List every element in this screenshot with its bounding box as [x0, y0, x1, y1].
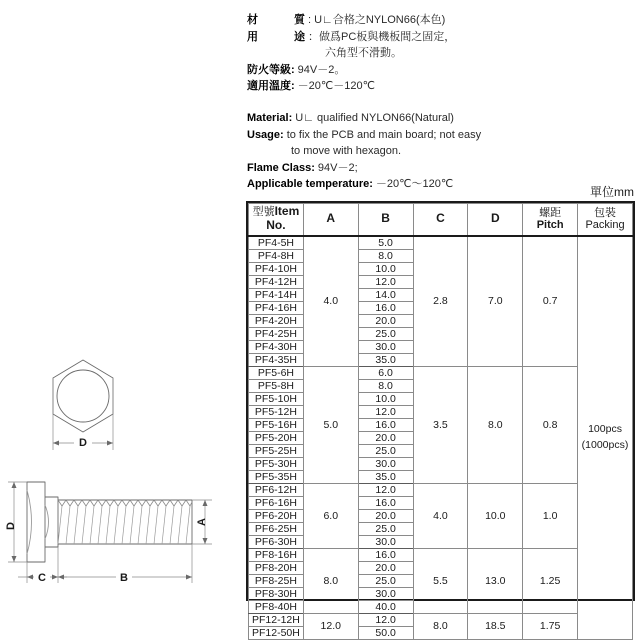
header-c: C	[413, 204, 468, 236]
cell-item-no: PF5-35H	[249, 470, 304, 483]
cell-dim-c: 5.5	[413, 548, 468, 613]
cell-pitch: 1.25	[523, 548, 578, 613]
cell-item-no: PF8-16H	[249, 548, 304, 561]
cell-item-no: PF5-6H	[249, 366, 304, 379]
dim-label-B: B	[120, 572, 128, 584]
cell-packing	[578, 236, 633, 640]
cell-dim-d: 8.0	[468, 366, 523, 483]
flame-label-en: Flame Class:	[247, 161, 315, 174]
collar	[45, 497, 58, 547]
spec-table-container	[246, 201, 635, 639]
cell-pitch: 1.75	[523, 613, 578, 639]
side-view-screw	[27, 482, 192, 562]
cell-dim-c: 4.0	[413, 483, 468, 548]
cell-dim-c: 8.0	[413, 613, 468, 639]
spec-block-english	[247, 110, 636, 193]
cell-dim-b: 8.0	[358, 249, 413, 262]
header-pitch-cn: 螺距	[539, 206, 562, 219]
cell-dim-a: 12.0	[303, 613, 358, 639]
header-a: A	[303, 204, 358, 236]
table-row	[249, 236, 633, 250]
cell-dim-a: 8.0	[303, 548, 358, 613]
cell-item-no: PF12-50H	[249, 626, 304, 639]
cell-dim-b: 8.0	[358, 379, 413, 392]
material-value-cn: : U∟合格之NYLON66(本色)	[308, 14, 446, 26]
head-circle	[57, 370, 109, 422]
cell-item-no: PF8-20H	[249, 561, 304, 574]
cell-item-no: PF4-5H	[249, 236, 304, 250]
cell-dim-b: 10.0	[358, 392, 413, 405]
cell-dim-b: 30.0	[358, 587, 413, 600]
cell-dim-b: 25.0	[358, 444, 413, 457]
cell-dim-b: 16.0	[358, 301, 413, 314]
cell-dim-d: 13.0	[468, 548, 523, 613]
usage-value-cn: ：做爲PC板與機板間之固定，	[308, 30, 456, 43]
cell-dim-b: 35.0	[358, 470, 413, 483]
header-pitch-en: Pitch	[536, 219, 564, 232]
side-view-dim-D	[8, 482, 27, 562]
flame-label-cn: 防火等級:	[247, 63, 295, 76]
spec-table	[248, 203, 633, 640]
cell-pitch: 1.0	[523, 483, 578, 548]
spec-table-body	[249, 236, 633, 640]
cell-dim-b: 6.0	[358, 366, 413, 379]
cell-dim-c: 2.8	[413, 236, 468, 367]
dim-label-D-side: D	[5, 522, 17, 530]
usage-continuation-en: to move with hexagon.	[291, 145, 402, 157]
cell-dim-c: 3.5	[413, 366, 468, 483]
thread-helix-lines	[58, 506, 190, 544]
spec-row-temp-cn	[247, 78, 636, 95]
cell-dim-b: 30.0	[358, 535, 413, 548]
spec-row-flame-cn	[247, 62, 636, 79]
cell-dim-d: 7.0	[468, 236, 523, 367]
packing-line-1: 100pcs	[588, 423, 622, 436]
cell-dim-b: 25.0	[358, 574, 413, 587]
temp-label-en: Applicable temperature:	[247, 178, 373, 190]
cell-dim-b: 20.0	[358, 561, 413, 574]
collar-fillet	[45, 505, 49, 539]
header-packing-en: Packing	[585, 219, 625, 232]
dim-label-C: C	[38, 572, 46, 584]
cell-pitch: 0.8	[523, 366, 578, 483]
cell-item-no: PF6-12H	[249, 483, 304, 496]
dim-label-D-top: D	[79, 437, 87, 449]
temp-value-cn: －20℃－120℃	[297, 80, 375, 92]
cell-dim-b: 50.0	[358, 626, 413, 639]
material-label-en: Material:	[247, 112, 293, 124]
cell-item-no: PF4-20H	[249, 314, 304, 327]
table-row	[249, 613, 633, 626]
header-b: B	[358, 204, 413, 236]
temp-value-en: －20℃～120℃	[375, 178, 454, 190]
cell-dim-b: 12.0	[358, 613, 413, 626]
cell-item-no: PF5-25H	[249, 444, 304, 457]
cell-dim-b: 14.0	[358, 288, 413, 301]
spec-row-usage-cn	[247, 29, 636, 46]
spec-table-head	[249, 204, 633, 236]
cell-item-no: PF5-16H	[249, 418, 304, 431]
header-pitch	[523, 204, 578, 236]
cell-dim-b: 5.0	[358, 236, 413, 250]
technical-drawings	[0, 340, 240, 606]
cell-item-no: PF4-35H	[249, 353, 304, 366]
cell-item-no: PF5-12H	[249, 405, 304, 418]
cell-dim-b: 30.0	[358, 340, 413, 353]
table-header-row	[249, 204, 633, 236]
cell-dim-b: 25.0	[358, 522, 413, 535]
spec-row-material-en	[247, 110, 636, 127]
cell-item-no: PF4-10H	[249, 262, 304, 275]
cell-item-no: PF6-20H	[249, 509, 304, 522]
flame-value-cn: 94V－2。	[297, 63, 346, 76]
head-chamfer	[27, 490, 32, 554]
cell-dim-b: 35.0	[358, 353, 413, 366]
usage-label-en: Usage:	[247, 128, 284, 141]
cell-item-no: PF5-10H	[249, 392, 304, 405]
cell-item-no: PF4-14H	[249, 288, 304, 301]
usage-value-en: to fix the PCB and main board; not easy	[286, 128, 482, 141]
material-label-cn: 材 質	[247, 14, 305, 26]
hexagon-outline	[53, 360, 113, 432]
cell-dim-a: 5.0	[303, 366, 358, 483]
cell-dim-b: 40.0	[358, 600, 413, 613]
top-view-hexagon	[53, 360, 113, 432]
packing-line-2: (1000pcs)	[581, 438, 629, 451]
cell-dim-b: 20.0	[358, 509, 413, 522]
cell-item-no: PF6-16H	[249, 496, 304, 509]
cell-dim-b: 10.0	[358, 262, 413, 275]
cell-dim-b: 16.0	[358, 548, 413, 561]
material-value-en: U∟ qualified NYLON66(Natural)	[295, 112, 454, 124]
cell-item-no: PF4-25H	[249, 327, 304, 340]
usage-label-cn: 用 途	[247, 30, 305, 43]
cell-dim-b: 20.0	[358, 431, 413, 444]
cell-dim-d: 10.0	[468, 483, 523, 548]
cell-item-no: PF4-12H	[249, 275, 304, 288]
header-packing	[578, 204, 633, 236]
cell-item-no: PF6-30H	[249, 535, 304, 548]
cell-dim-b: 12.0	[358, 405, 413, 418]
drawing-svg	[0, 340, 240, 606]
cell-dim-a: 6.0	[303, 483, 358, 548]
cell-dim-b: 12.0	[358, 275, 413, 288]
cell-dim-b: 16.0	[358, 418, 413, 431]
cell-dim-b: 12.0	[358, 483, 413, 496]
table-row	[249, 483, 633, 496]
unit-label: 單位mm	[590, 185, 634, 199]
header-item-no-cn: 型號	[252, 206, 275, 219]
cell-item-no: PF4-8H	[249, 249, 304, 262]
spec-row-usage-en	[247, 127, 636, 144]
usage-continuation-cn: 六角型不滑動。	[325, 47, 402, 59]
table-row	[249, 548, 633, 561]
flame-value-en: 94V－2;	[317, 161, 358, 174]
cell-dim-b: 30.0	[358, 457, 413, 470]
header-item-no	[249, 204, 304, 236]
cell-dim-b: 20.0	[358, 314, 413, 327]
cell-item-no: PF8-40H	[249, 600, 304, 613]
table-row	[249, 366, 633, 379]
cell-item-no: PF4-30H	[249, 340, 304, 353]
cell-item-no: PF5-30H	[249, 457, 304, 470]
cell-item-no: PF5-20H	[249, 431, 304, 444]
cell-dim-d: 18.5	[468, 613, 523, 639]
header-d: D	[468, 204, 523, 236]
cell-pitch: 0.7	[523, 236, 578, 367]
cell-dim-a: 4.0	[303, 236, 358, 367]
spec-row-material-cn	[247, 12, 636, 29]
temp-label-cn: 適用溫度:	[247, 80, 295, 92]
spec-block-chinese	[247, 12, 636, 95]
header-packing-cn: 包裝	[594, 206, 617, 219]
dim-label-A: A	[196, 518, 208, 526]
cell-dim-b: 16.0	[358, 496, 413, 509]
spec-row-flame-en	[247, 160, 636, 177]
header-item-no-en: Item No.	[266, 204, 300, 233]
spec-row-temp-en	[247, 176, 636, 193]
cell-item-no: PF12-12H	[249, 613, 304, 626]
cell-item-no: PF8-25H	[249, 574, 304, 587]
cell-item-no: PF8-30H	[249, 587, 304, 600]
thread-zigzag-top	[58, 500, 192, 506]
cell-item-no: PF5-8H	[249, 379, 304, 392]
cell-item-no: PF4-16H	[249, 301, 304, 314]
head-profile	[27, 482, 45, 562]
cell-dim-b: 25.0	[358, 327, 413, 340]
cell-item-no: PF6-25H	[249, 522, 304, 535]
